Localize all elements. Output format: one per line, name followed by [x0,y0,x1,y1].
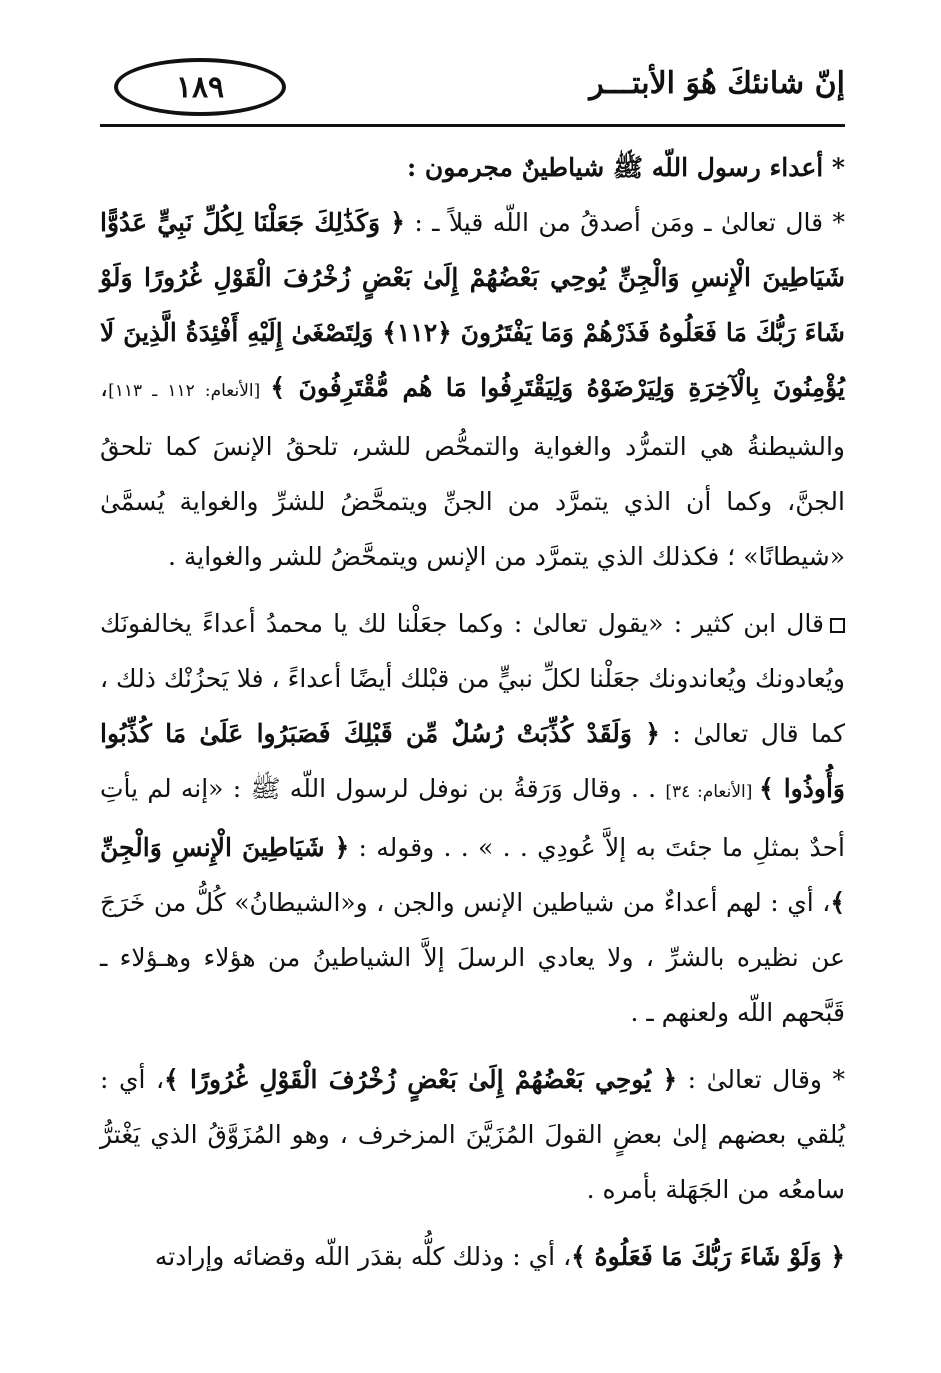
section-heading: * أعداء رسول اللّه ﷺ شياطينٌ مجرمون : [406,153,845,182]
paragraph [100,195,845,584]
body-text-run: ، والشيطنةُ هي التمرُّد والغواية والتمحُّص للشر، تلحقُ الإنسَ كما تلحقُ الجنَّ، وكما أن الذي يتمرَّد من الجنِّ ويتمحَّضُ للشرِّ والغواية يُسمَّىٰ «شيطانًا» ؛ فكذلك الذي يتمرَّد من الإنس ويتمحَّضُ للشر والغواية . [100,373,845,571]
body-text-run: قال ابن كثير : «يقول تعالىٰ : وكما جعَلْنا لك يا محمدُ أعداءً يخالفونَك ويُعادونك ويُعاندونك جعَلْنا لكلِّ نبيٍّ من قبْلك أيضًا أعداءً ، فلا يَحزُنْك ذلك ، كما قال تعالىٰ : [100,609,845,748]
quran-verse: ﴿ وَكَذَٰلِكَ جَعَلْنَا لِكُلِّ نَبِيٍّ عَدُوًّا شَيَاطِينَ الْإِنسِ وَالْجِنِّ يُوحِي بَعْضُهُمْ إِلَىٰ بَعْضٍ زُخْرُفَ الْقَوْلِ غُرُورًا وَلَوْ شَاءَ رَبُّكَ مَا فَعَلُوهُ فَذَرْهُمْ وَمَا يَفْتَرُونَ ﴿١١٢﴾ وَلِتَصْغَىٰ إِلَيْهِ أَفْئِدَةُ الَّذِينَ لَا يُؤْمِنُونَ بِالْآخِرَةِ وَلِيَرْضَوْهُ وَلِيَقْتَرِفُوا مَا هُم مُّقْتَرِفُونَ ﴾ [100,208,845,402]
header-divider [100,124,845,127]
running-title: إنّ شانئكَ هُوَ الأبتـــر [589,66,845,101]
body-text-run: . . وقال وَرَقةُ بن نوفل لرسول اللّه ﷺ : «إنه لم يأتِ أحدٌ بمثلِ ما جئتَ به إلاَّ عُودِي . . » . . وقوله : [100,774,845,862]
body-text-run: ، أي : لهم أعداءٌ من شياطين الإنس والجن ، و«الشيطانُ» كُلُّ من خَرَجَ عن نظيره بالشرِّ ، ولا يعادي الرسلَ إلاَّ الشياطينُ من هؤلاء وهـؤلاء ـ قَبَّحهم اللّه ولعنهم ـ . [100,888,845,1027]
paragraph [100,140,845,195]
verse-reference: [الأنعام: ٣٤] [665,782,760,802]
quran-verse: ﴿ وَلَقَدْ كُذِّبَتْ رُسُلٌ مِّن قَبْلِكَ فَصَبَرُوا عَلَىٰ مَا كُذِّبُوا وَأُوذُوا ﴾ [100,719,845,803]
running-header [100,58,845,128]
paragraph [100,596,845,1040]
paragraph [100,1229,845,1284]
body-text-run: * قال تعالىٰ ـ ومَن أصدقُ من اللّه قيلاً ـ : [404,208,846,237]
page-number: ١٨٩ [175,69,225,105]
body-text-run: ، أي : وذلك كلُّه بقدَر اللّه وقضائه وإرادته [154,1242,572,1271]
quran-verse: ﴿ يُوحِي بَعْضُهُمْ إِلَىٰ بَعْضٍ زُخْرُفَ الْقَوْلِ غُرُورًا ﴾ [164,1065,678,1094]
square-bullet-icon [830,618,845,633]
paragraph [100,1052,845,1217]
quran-verse: ﴿ شَيَاطِينَ الْإِنسِ وَالْجِنِّ ﴾ [100,833,845,917]
page-body [100,140,845,1284]
verse-reference: [الأنعام: ١١٢ ـ ١١٣] [108,381,271,401]
body-text-run: * وقال تعالىٰ : [677,1065,846,1094]
quran-verse: ﴿ وَلَوْ شَاءَ رَبُّكَ مَا فَعَلُوهُ ﴾ [571,1242,845,1271]
body-text-run: ، أي : يُلقي بعضهم إلىٰ بعضٍ القولَ المُزَيَّنَ المزخرف ، وهو المُزَوَّقُ الذي يَغْترُّ سامعُه من الجَهَلة بأمره . [100,1065,845,1204]
page-number-badge [114,58,286,116]
